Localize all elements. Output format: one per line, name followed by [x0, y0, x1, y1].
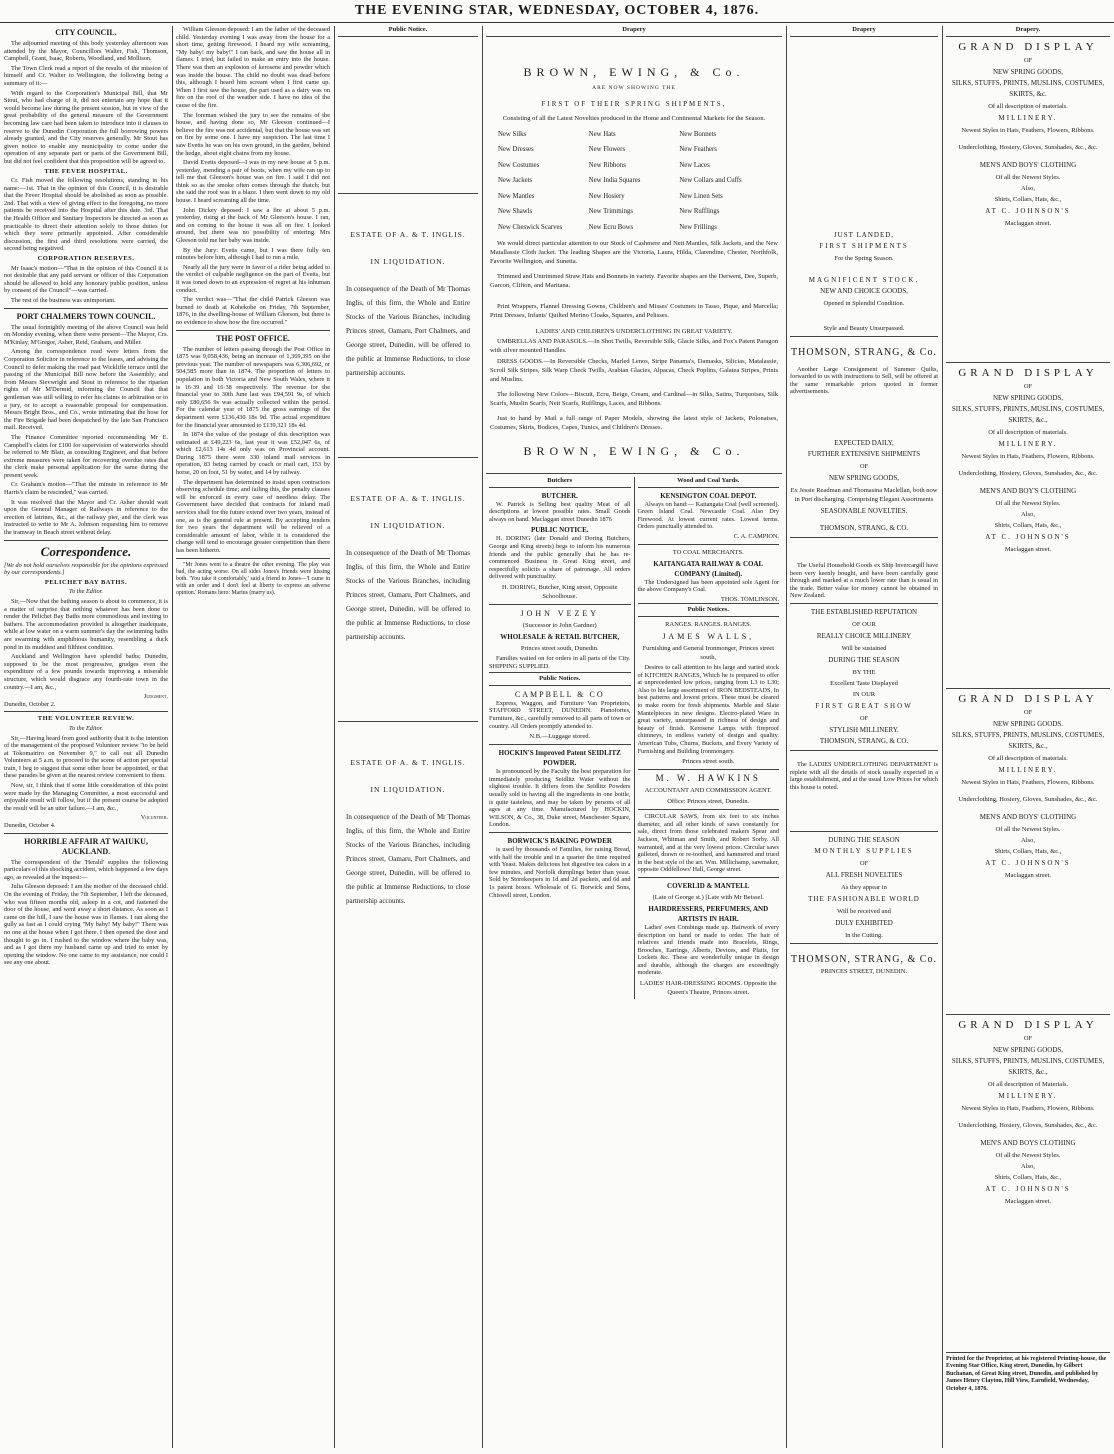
ad-line: Of all the Newest Styles. — [995, 173, 1061, 181]
list-item: New Laces — [679, 161, 710, 169]
signature: C. A. CAMPION. — [733, 533, 779, 541]
ad-title: GRAND DISPLAY — [958, 692, 1098, 705]
notice-body: In consequence of the Death of Mr Thomas Inglis, of this firm, the Whole and Entire Stocks of the Various Branches, including Princes street, Oamaru, Port Chalmers, and George street, Dunedin, will be offered to the public at Immense Reductions, to close partnership accounts. — [346, 548, 470, 641]
ad-line: DURING THE SEASON — [828, 655, 900, 664]
notice-title: ESTATE OF A. & T. INGLIS. — [350, 757, 466, 767]
column-rule — [786, 26, 787, 1448]
divider — [790, 831, 938, 832]
notice-subtitle: IN LIQUIDATION. — [370, 521, 446, 531]
firm-name: THOMSON, STRANG, & Co. — [791, 954, 937, 966]
ad-line: Will be sustained — [841, 644, 887, 652]
ad-line: OF — [1023, 56, 1033, 64]
ad-line: Of all description of materials. — [988, 754, 1068, 762]
ad-trade: WHOLESALE & RETAIL BUTCHER, — [500, 633, 620, 642]
paragraph: The correspondent of the 'Herald' supplies the following particulars of this shocking accident, which happened a few days ago, as revealed at the inquest:— — [4, 858, 168, 881]
list-item: New Rufflings — [679, 208, 720, 216]
signature: THOS. TOMLINSON. — [720, 595, 779, 603]
ad-line: FIRST SHIPMENTS — [819, 241, 909, 250]
paragraph: David Evetts deposed—I was in my new house at 5 p.m. yesterday, mending a pair of boots, when my wife ran up to tell me that Gleeson's house was on fire. I said I did not think so as the smoke often comes through the thatch; but she said the roof was in a blaze. I then went down to my old house. I heard screaming all the time. — [176, 159, 330, 205]
paragraph: Is pronounced by the Faculty the best preparation for immediately producing Seidlitz Water without the slightest trouble. It differs from the Seidlitz Powders usually sold in having all the ingredients in one bottle, is quite tasteless, and may be taken by persons of all ages at any time. Manufactured by HOCKIN, WILSON, & Co., 38, Duke street, Manchester Square, London. — [489, 768, 631, 829]
to-editor: To the Editor. — [69, 724, 103, 732]
column-public-notice — [338, 26, 478, 1448]
items-list — [498, 127, 770, 236]
divider — [338, 193, 478, 194]
paragraph: Among the correspondence read were letters from the Corporation Solicitor in reference to the leases, and advising the Council to defer making the road past Wickliffe terrace until the passing of the Municipal Bill now before the Assembly; and from Messrs Sievwright and Stout in reference to the riparian rights of Mr M'Dermid, informing the Council that that gentleman was still willing to refer his claims to arbitration or to a jury, or to accept a reasonable proposal for compensation. Messrs Bright Bros., and Co., wrote intimating that the hose for the Fire Brigade had been despatched by the late San Francisco mail. Received. — [4, 348, 168, 432]
heading-volunteer: THE VOLUNTEER REVIEW. — [37, 715, 135, 723]
ad-line: Style and Beauty Unsurpassed. — [823, 324, 905, 332]
firm-name: THOMSON, STRANG, & CO. — [819, 523, 909, 532]
ad-line: OF — [1023, 708, 1033, 716]
paragraph: Print Wrappers, Flannel Dressing Gowns, Children's and Misses' Costumes in Tasso, Pique, and Marcella; Print Dresses, Infants' Quilted Merino Cloaks, Squares, and Pelisses. — [490, 303, 778, 320]
paragraph: Cr. Fish moved the following resolutions, standing in his name:—1st. That in the opinion of this Council, it is desirable that the Fever Hospital should be abolished as soon as possible. 2nd. That with a view of giving effect to the foregoing, no more patients be received into the Hospital after this date. 3rd. That the Health Officer and Sanitary Inspectors be directed as soon as practicable to direct their attention solely to those duties for which they were primarily appointed. After considerable discussion, the first and third resolutions were carried, the second being negatived. — [4, 177, 168, 253]
ad-line: MILLINERY. — [998, 439, 1058, 448]
divider — [4, 833, 168, 834]
ad-line: Opened in Splendid Condition. — [823, 299, 905, 307]
ad-line: AT C. JOHNSON'S — [985, 532, 1071, 541]
ad-line: OF — [859, 714, 869, 722]
butchers-column — [486, 477, 635, 999]
ad-line: FURTHER EXTENSIVE SHIPMENTS — [807, 449, 921, 458]
divider — [489, 832, 631, 833]
ad-subtitle: (Successor to John Gardner) — [522, 622, 597, 630]
heading-port-chalmers: PORT CHALMERS TOWN COUNCIL. — [16, 311, 156, 321]
divider — [638, 877, 780, 878]
footnote: "Mr Jones went to a theatre the other evening. The play was bad, the acting worse. On all sides Jones's friends were hissing both. 'You take it comfortably,' said a friend to Jones—'I came in with an order and I don't feel at liberty to express an adverse opinion.' Romans hero: Marius (marry us). — [176, 561, 330, 596]
ad-line: MEN'S AND BOYS' CLOTHING — [979, 812, 1077, 821]
notice-inglis-1 — [338, 197, 478, 384]
heading-pelichet: PELICHET BAY BATHS. — [44, 578, 128, 586]
divider — [338, 721, 478, 722]
signature: H. DORING, Butcher, King street, Opposite Schoolhouse. — [502, 584, 618, 601]
ad-brown-ewing — [486, 40, 782, 471]
ad-line: EXPECTED DAILY, — [834, 438, 894, 447]
column-drapery-brown-ewing — [486, 26, 782, 1448]
editor-note: [We do not hold ourselves responsible for the opinions expressed by our correspondents.] — [4, 561, 168, 577]
divider — [790, 537, 938, 538]
paragraph: The foreman wished the jury to see the remains of the house, and having done so, Mr Gleeson continued—I believe the fire was not accidental, but that the house was set on fire by some one. I have my suspicion. The last time I saw Evetts he was on his own ground, in the garden, behind the hedge, about eight chains from my house. — [176, 111, 330, 157]
divider — [638, 769, 780, 770]
list-item: New Cheswick Scarves — [498, 223, 563, 231]
list-item: New Linen Sets — [679, 192, 723, 200]
blank-space — [338, 40, 478, 190]
signature: N.B.—Luggage stored. — [529, 733, 591, 741]
to-editor: To the Editor. — [69, 588, 103, 596]
ad-line: MEN'S AND BOYS' CLOTHING — [979, 160, 1077, 169]
ad-line: NEW SPRING GOODS, — [992, 67, 1064, 76]
paragraph: John Dickey deposed: I saw a fire at about 5 p.m. yesterday, rising at the back of Mr Gleeson's house. I ran, and on coming to the house it was all on fire. I looked around, but there was no possibility of entering. Mrs Gleeson told me her baby was inside. — [176, 206, 330, 245]
ad-line: SILKS, STUFFS, PRINTS, MUSLINS, COSTUMES, SKIRTS, &c., — [951, 404, 1105, 424]
divider — [638, 809, 780, 810]
ad-line: Maclaggan street. — [1004, 1197, 1052, 1205]
first-of: FIRST OF THEIR SPRING SHIPMENTS, — [541, 99, 727, 108]
section-heading: Wood and Coal Yards. — [638, 477, 780, 488]
ad-line: For the Spring Season. — [834, 254, 894, 262]
divider — [790, 336, 938, 337]
paragraph: Trimmed and Untrimmed Straw Hats and Bonnets in variety. Favorite shapes are the Derwent, Dee, Superb, Garcon, Clifton, and Maritana. — [490, 273, 778, 290]
ad-line: IN OUR — [852, 690, 876, 698]
paragraph: Mr Isaac's motion—"That in the opinion of this Council it is not desirable that any paid servant or officer of this Corporation should be allowed to hold any honorary public position, unless by consent of the Council"—was carried. — [4, 264, 168, 295]
divider — [946, 688, 1110, 689]
ad-address: LADIES' HAIR-DRESSING ROOMS. Opposite the Queen's Theatre, Princes street. — [639, 980, 777, 997]
column-rule — [482, 26, 483, 1448]
paragraph: The rest of the business was unimportant. — [11, 297, 116, 304]
list-item: New Feathers — [679, 146, 717, 154]
ad-grand-display — [946, 41, 1110, 359]
paragraph: The adjourned meeting of this body yesterday afternoon was attended by the Mayor, Councillors Walter, Fish, Thomson, Campbell, Grant, Isaac, Roberts, Woodland, and Mollison. — [4, 40, 168, 63]
ad-line: Also, — [1021, 184, 1035, 192]
lower-ads — [486, 477, 782, 999]
ad-line: Will be received and — [837, 908, 891, 916]
ad-grand-display — [946, 693, 1110, 1011]
section-heading: Drapery. — [946, 26, 1110, 37]
column-rule — [942, 26, 943, 1448]
ad-line: SILKS, STUFFS, PRINTS, MUSLINS, COSTUMES, SKIRTS, &c., — [951, 730, 1105, 750]
notice-title: ESTATE OF A. & T. INGLIS. — [350, 493, 466, 503]
ad-line: AT C. JOHNSON'S — [985, 206, 1071, 215]
list-item: New Jackets — [498, 177, 533, 185]
ad-line: Underclothing, Hosiery, Gloves, Sunshades, &c., &c. — [958, 795, 1098, 803]
ad-line: Maclaggan street. — [1004, 871, 1052, 879]
divider — [4, 711, 168, 712]
paragraph: Auckland and Wellington have splendid baths; Dunedin, supposed to be the most progressive, grudges even the expenditure of a few pounds towards improving a miserable structure, which would disgrace any fourth-rate town in the country.—I am, &c., — [4, 653, 168, 691]
heading-city-council: CITY COUNCIL. — [55, 28, 117, 37]
ad-subtitle: Furnishing and General Ironmonger, Princes street south, — [642, 645, 774, 662]
paragraph: Always on hand:— Kaitangata Coal (well screened). Green Island Coal. Newcastle Coal. Also Dry Firewood. At lowest current rates. Lowest terms. Orders punctually attended to. — [637, 500, 779, 531]
column-drapery-thomson-strang — [790, 26, 938, 1448]
list-item: New Dresses — [498, 146, 534, 154]
coal-column — [635, 477, 783, 999]
divider — [338, 457, 478, 458]
ad-address: Princes street south. — [682, 758, 735, 766]
divider — [638, 544, 780, 545]
ad-title: GRAND DISPLAY — [958, 40, 1098, 53]
ad-line: In the Cutting. — [845, 932, 883, 940]
ad-line: NEW SPRING GOODS, — [828, 473, 900, 482]
ad-line: MONTHLY SUPPLIES — [814, 847, 914, 856]
ad-title: HOCKIN'S Improved Patent SEIDLITZ POWDER. — [498, 749, 621, 768]
paragraph: In 1874 the value of the postage of this description was estimated at £49,223 6s, last year it was £52,047 6s, of which £2,613 14s 4d only was on Provincial account. During 1875 there were 330 inland mail services in operation, 83 being carried by coach or mail cart, 153 by horse, 20 on foot, 51 by water, and 14 by railway. — [176, 431, 330, 477]
ad-line: Newest Styles in Hats, Feathers, Flowers, Ribbons. — [961, 1104, 1095, 1112]
paragraph: We would direct particular attention to our Stock of Cashmere and Nett Mantles, Silk Jackets, and the New Matallassie Cloth Jacket. The leading Shapes are the Victoria, Laura, Hilda, Clarendine, Chester, Northfolk, Favorite Wellington, and Sunetta. — [490, 240, 778, 266]
ad-title: GRAND DISPLAY — [958, 1018, 1098, 1031]
list-item: New Bonnets — [679, 130, 717, 138]
section-heading: Butchers — [489, 477, 631, 488]
ad-address: PRINCES STREET, DUNEDIN. — [820, 968, 908, 976]
firm-name: THOMSON, STRANG, & Co. — [791, 346, 937, 358]
divider — [946, 1352, 1110, 1353]
showing: ARE NOW SHOWING THE — [592, 84, 676, 91]
divider — [790, 943, 938, 944]
divider — [4, 540, 168, 541]
ad-line: Excellent Taste Displayed — [830, 679, 898, 687]
list-item: New Mantles — [498, 192, 535, 200]
subheading: CORPORATION RESERVES. — [37, 255, 135, 263]
ad-line: MILLINERY. — [998, 113, 1058, 122]
paragraph: H. DORING (late Donald and Doring Butchers, George and King streets) begs to inform his numerous friends and the public generally that he has re-commenced Business in Great King street, and respectfully solicits a share of patronage. All orders delivered with punctuality. — [489, 535, 631, 581]
ad-line: SILKS, STUFFS, PRINTS, MUSLINS, COSTUMES, SKIRTS, &c. — [951, 78, 1105, 98]
paragraph: Desires to call attention to his large and varied stock of KITCHEN RANGES, Which he is prepared to offer at unprecedented low prices, ranging from L3 to L30; Also to his large assortment of IRON BEDSTEADS, In best patterns and lowest prices. These must be cleared to make room for fresh shipments. Marble and Slate Mantelpieces in new designs. Electro-plated Ware in great variety, unsurpassed in richness of design and beauty of finish. Kerosene Lamps with fireproof chimneys, in endless variety of design and quality. American Tubs, Churns, Buckets, and Every Variety of Furnishing and Building Ironmongery. — [637, 664, 779, 755]
section-heading: Drapery — [486, 26, 782, 37]
masthead: THE EVENING STAR, WEDNESDAY, OCTOBER 4, 1876. — [0, 0, 1114, 23]
list-item: New Silks — [498, 130, 527, 138]
divider — [946, 1014, 1110, 1015]
heading-post-office: THE POST OFFICE. — [216, 333, 290, 343]
paragraph: UMBRELLAS AND PARASOLS.—In Shot Twills, Reversible Silk, Glacie Silks, and Fox's Patent Paragon with silver mounted Handles. — [490, 338, 778, 355]
ad-title: GRAND DISPLAY — [958, 366, 1098, 379]
firm-name: THOMSON, STRANG, & CO. — [819, 736, 909, 745]
ad-line: Of all the Newest Styles. — [995, 825, 1061, 833]
divider — [946, 362, 1110, 363]
ad-title: CAMPBELL & CO — [514, 689, 605, 699]
paragraph: The following New Colors—Biscuit, Ecru, Beige, Cream, and Cardinal—in Silks, Satins, Turquoises, Silk Scarfs, Muslin Scarfs, Nett Scarfs, Rufflings, Laces, and Ribbons. — [490, 391, 778, 408]
ad-title: KENSINGTON COAL DEPOT. — [660, 491, 757, 500]
paragraph: Julia Gleeson deposed: I am the mother of the deceased child. On the evening of Friday, the 7th September, I left the deceased, who was fifteen months old, asleep in a cot, and fastened the door of the house, and went away a short distance. As soon as I came on the hill, I saw the house was in flames. I ran along the gully as fast as I could crying "My baby! My baby!" There was no one at the house when I got there. I then opened the door and thought to go in. I rushed to the window where the baby was, and as I got there my husband came up and tried to enter by opening the window. No one came to my assistance, nor could I see any one about. — [4, 883, 168, 967]
ad-trade: HAIRDRESSERS, PERFUMERS, AND ARTISTS IN HAIR. — [648, 904, 769, 923]
ad-line: Shirts, Collars, Hats, &c., — [994, 1173, 1062, 1181]
dateline: Dunedin, October 4. — [4, 822, 56, 830]
ladies-heading: LADIES' AND CHILDREN'S UNDERCLOTHING IN GREAT VARIETY. — [535, 328, 733, 336]
ad-line: Also, — [1021, 1162, 1035, 1170]
ad-line: THE FASHIONABLE WORLD — [808, 895, 920, 904]
heading-horrible-affair: HORRIBLE AFFAIR AT WAIUKU, AUCKLAND. — [24, 836, 148, 856]
paragraph: Just to hand by Mail a full range of Paper Models, showing the latest style of Jackets, Polonaises, Costumes, Skirts, Bodices, Capes, Tunics, and Children's Dresses. — [490, 415, 778, 432]
ad-line: STYLISH MILLINERY. — [829, 725, 899, 734]
ad-line: MEN'S AND BOY'S CLOTHING — [979, 486, 1077, 495]
column-rule — [172, 26, 173, 1448]
column-rule — [334, 26, 335, 1448]
ad-line: Ex Jessie Readman and Thomasina Maclellan, both now in Port discharging. Comprising Elegant Assortments — [790, 486, 938, 503]
paragraph: Families waited on for orders in all parts of the City. SHIPPING SUPPLIED. — [489, 655, 631, 670]
list-item: New Hosiery — [588, 192, 625, 200]
signature: Volunteer. — [140, 814, 168, 822]
ad-line: BY THE — [852, 668, 876, 676]
list-item: New Collars and Cuffs — [679, 177, 742, 185]
ad-line: Newest Styles in Hats, Feathers, Flowers, Ribbons. — [961, 452, 1095, 460]
ad-line: Underclothing, Hosiery, Gloves, Sunshades, &c., &c. — [958, 469, 1098, 477]
ad-line: AT C. JOHNSON'S — [985, 858, 1071, 867]
paragraph: is used by thousands of Families, for raising Bread, with half the trouble and in a quarter the time required with Yeast. Makes delicious hot digestive tea cakes in a few minutes, and Norfolk dumplings better than yeast. Sold by Storekeepers in 1d and 2d packets, and 6d and 1s patent boxes. Wholesale of G. Borwick and Sons, Chiswell street, London. — [489, 845, 631, 899]
ad-title: BUTCHER. — [541, 491, 578, 500]
ad-line: OF — [1023, 1034, 1033, 1042]
paragraph: The Undersigned has been appointed sole Agent for the above Company's Coal. — [637, 578, 779, 594]
paragraph: W. Patrick is Selling best quality Meat of all descriptions at lowest possible rates. Small Goods always on hand. Maclaggan street Dunedin 1876 — [489, 500, 631, 523]
paragraph: CIRCULAR SAWS, from six feet to six inches diameter, and all other kinds of saws constantly for sale, direct from those celebrated makers Spear and Jackson, Whitman and Smith, and Robert Sorby. All warranted, and at the very lowest prices. Circular saws gulleted, drawn or re-toothed, and hammered and trued in the best style of the art. Wm. Millichamp, sawmaker, opposite Oddfellows' Hall, George street. — [637, 813, 779, 874]
divider — [489, 604, 631, 605]
paragraph: The number of letters passing through the Post Office in 1875 was 9,058,436, being an increase of 1,369,395 on the previous year. The number of newspapers was 6,306,692, or 504,585 more than in 1874. The proportion of letters to population in both Victoria and New South Wales, where it is 16·39 and 16·38 respectively. The revenue for the financial year to 30th June last was £94,591 9s, of which only £80,656 9s was actually collected within the period. For the calendar year of 1875 the gross earnings of the department were £136,430 18s 9d. The actual expenditure for the financial year amounted to £139,321 18s 4d. — [176, 345, 330, 429]
ad-subtitle: RANGES. RANGES. RANGES. — [665, 621, 752, 629]
ad-line: Newest Styles in Hats, Feathers, Flowers, Ribbons. — [961, 126, 1095, 134]
consisting: Consisting of all the Latest Novelties produced in the Home and Continental Markets for the Season. — [502, 114, 766, 122]
notice-body: In consequence of the Death of Mr Thomas Inglis, of this firm, the Whole and Entire Stocks of the Various Branches, including Princes street, Oamaru, Port Chalmers, and George street, Dunedin, will be offered to the public at Immense Reductions, to close partnership accounts. — [346, 284, 470, 377]
paragraph: The Finance Committee reported recommending Mr E. Campbell's claim for £100 for supervision of waterworks should be referred to Mr Blair, as consulting Engineer, and that before extreme measures were taken for recovering overdue rates that the clerk make personal application for the same during the present week. — [4, 433, 168, 479]
ad-line: Underclothing, Hosiery, Gloves, Sunshades, &c., &c. — [958, 1121, 1098, 1129]
paragraph: With regard to the Corporation's Municipal Bill, that Mr Stout, who had charge of it, did not entertain any hope that it would become law during the present session, but in view of the great probability of the general measure of the Government becoming law care had been taken to introduce into it clauses to reserve to the Dunedin Corporation the full borrowing powers already granted, and the City reserves generally. Mr Stout has given notice to enable any municipality to come under the operation of any separate part or parts of the Government Bill, but did not feel confident that this proposition will be agreed to. — [4, 89, 168, 165]
divider — [176, 558, 330, 559]
column-news-2 — [176, 26, 330, 1448]
printer-imprint: Printed for the Proprietor, at his registered Printing-house, the Evening Star Office, King street, Dunedin, by Gilbert Buchanan, of Great King street, Dunedin, and published by James Henry Clayton, Hill View, Earnfield, Wednesday, October 4, 1876. — [946, 1355, 1107, 1392]
divider — [176, 330, 330, 331]
ad-line: Also, — [1021, 510, 1035, 518]
ad-title: PUBLIC NOTICE. — [530, 526, 589, 535]
column-news-1 — [4, 26, 168, 1448]
ad-title: M. W. HAWKINS — [655, 773, 761, 784]
firm-name: BROWN, EWING, & Co. — [523, 64, 745, 79]
firm-name: BROWN, EWING, & Co. — [523, 444, 745, 459]
notice-subtitle: IN LIQUIDATION. — [370, 785, 446, 795]
paragraph: Nearly all the jury were in favor of a rider being added to the verdict of culpable negligence on the part of Evetts, but it was toned down to an expression of regret at his inhuman conduct. — [176, 263, 330, 294]
ad-line: ALL FRESH NOVELTIES — [825, 871, 903, 880]
ad-line: FIRST GREAT SHOW — [815, 701, 913, 710]
signature: Judgment. — [143, 693, 168, 701]
ad-line: NEW AND CHOICE GOODS, — [820, 286, 908, 295]
paragraph: By the Jury: Evetts came, but I was there fully ten minutes before him, although I had to run a mile. — [176, 246, 330, 262]
paragraph: Express, Waggon, and Furniture Van Proprietors, STAFFORD STREET, DUNEDIN. Pianofortes, Furniture, &c., carefully removed to all parts of town or country. All Orders promptly attended to. — [489, 699, 631, 730]
paragraph: Cr. Graham's motion—"That the minute in reference to Mr Harris's claim be rescinded," was carried. — [4, 481, 168, 497]
ad-subtitle: ACCOUNTANT AND COMMISSION AGENT. — [644, 787, 772, 795]
ad-line: SEASONABLE NOVELTIES. — [820, 506, 908, 515]
list-item: New Ribbons — [588, 161, 626, 169]
paragraph: Sir,—Now that the bathing season is about to commence, it is a matter of surprise that nothing whatever has been done to render the Pelichet Bay Baths more commodious and inviting to bathers. The accommodation provided is altogether inadequate, while at low water on a warm summer's day the swimming baths are swarming with amphibious humanity, resembling a duck pond in its muddiest and filthiest condition. — [4, 598, 168, 651]
notice-body: In consequence of the Death of Mr Thomas Inglis, of this firm, the Whole and Entire Stocks of the Various Branches, including Princes street, Oamaru, Port Chalmers, and George street, Dunedin, will be offered to the public at Immense Reductions, to close partnership accounts. — [346, 812, 470, 905]
ad-line: Of all description of materials. — [988, 102, 1068, 110]
ad-line: Of all the Newest Styles. — [995, 499, 1061, 507]
ad-line: DULY EXHIBITED — [835, 919, 893, 928]
list-item: New Frillings — [679, 223, 717, 231]
ad-line: OF — [1023, 382, 1033, 390]
paragraph: The verdict was—"That the child Patrick Gleeson was burned to death at Kohekohe on Friday, 7th September, 1876, in the dwelling-house of William Gleeson, but there is no evidence to show how the fire occurred." — [176, 296, 330, 326]
divider — [790, 603, 938, 604]
paragraph: Now, sir, I think that if some little consideration of this point were made by the Managing Committee, a most successful and enjoyable result will follow, but if the present course be adopted the result will be an utter failure.—I am, &c., — [4, 782, 168, 812]
ad-line: NEW SPRING GOODS, — [992, 393, 1064, 402]
ad-title: JAMES WALLS, — [662, 632, 755, 642]
ad-line: OF — [859, 462, 869, 470]
list-item: New Hats — [588, 130, 616, 138]
paragraph: The Useful Household Goods ex Ship Invercargill have been very keenly bought, and have been carefully gone through and marked at a much lower rate than is usual in the trade. Better value for money cannot be obtained in New Zealand. — [790, 561, 938, 600]
ad-line: NEW SPRING GOODS, — [992, 1045, 1064, 1054]
list-item: New Costumes — [498, 161, 540, 169]
paragraph: It was resolved that the Mayor and Cr. Asher should wait upon the General Manager of Railways in reference to the erection of latrines, &c., at the railway pier, and the clerk was instructed to write to Mr A. Johnson requesting him to remove the tramway in Beach street without delay. — [4, 498, 168, 537]
ad-line: Newest Styles in Hats, Feathers, Flowers, Ribbons. — [961, 778, 1095, 786]
ad-line: Shirts, Collars, Hats, &c., — [994, 847, 1062, 855]
ad-line: As they appear in — [841, 884, 887, 892]
ad-subtitle: TO COAL MERCHANTS. — [672, 548, 744, 556]
divider — [790, 750, 938, 751]
ad-line: MILLINERY. — [998, 765, 1058, 774]
ad-line: OF OUR — [852, 620, 876, 628]
divider — [489, 744, 631, 745]
ad-line: MAGNIFICENT STOCK, — [808, 275, 920, 284]
ad-line: DURING THE SEASON — [828, 836, 900, 845]
list-item: New Trimmings — [588, 208, 634, 216]
heading-correspondence: Correspondence. — [40, 543, 132, 559]
ad-line: Maclaggan street. — [1004, 219, 1052, 227]
ad-title: COVERLID & MANTELL — [667, 881, 750, 890]
paragraph: Sir,—Having heard from good authority that it is the intention of the management of the proposed Volunteer review "to be held at Tokomairiro on November 9," to call out all Dunedin Volunteers at 5 a.m. to proceed to the scene of action per special train, I beg to suggest that some other hour be appointed, or that these parades be given at the nearest review convenient to them. — [4, 734, 168, 780]
ad-address: Princes street south, Dunedin. — [520, 645, 599, 653]
section-heading: Drapery — [790, 26, 938, 37]
ad-line: MEN'S AND BOYS CLOTHING — [980, 1138, 1076, 1147]
ad-title: JOHN VEZEY — [520, 609, 599, 619]
section-heading: Public Notices. — [489, 672, 631, 686]
ad-subtitle: (Late of George st.) [Late with Mr Beissel. — [652, 893, 764, 901]
ad-line: Shirts, Collars, Hats, &c., — [994, 521, 1062, 529]
ad-address: Office: Princes street, Dunedin. — [667, 798, 750, 806]
ad-line: JUST LANDED, — [833, 230, 895, 239]
ad-title: KAITANGATA RAILWAY & COAL COMPANY (Limited). — [653, 559, 764, 578]
ad-grand-display — [946, 367, 1110, 685]
paragraph: DRESS GOODS.—In Reversible Checks, Marled Lenos, Stripe Panama's, Damasks, Silicias, Matalassie, Scroll Silk Stripes, Silk Warp Check Twills, Arabian Glacies, Alpacas, Check Poplins, Galatea Stripes, Prints and Muslins. — [490, 358, 778, 384]
list-item: New India Squares — [588, 177, 641, 185]
subheading: THE FEVER HOSPITAL. — [44, 167, 128, 175]
list-item: New Shawls — [498, 208, 533, 216]
paragraph: Ladies' own Combings made up. Hairwork of every description on hand or made to order. The hair of relatives and friends made into Bracelets, Rings, Brooches, Earrings, Alberts, Devices, and Plaits, for Lockets &c. These are wonderfully unique in design and durable, although the charges are exceedingly moderate. — [637, 923, 779, 977]
divider — [4, 308, 168, 309]
ad-title: BORWICK'S BAKING POWDER — [507, 836, 612, 845]
notice-inglis-2 — [338, 461, 478, 648]
paragraph: The usual fortnightly meeting of the above Council was held on Monday evening, when there were present—The Mayor, Crs. M'Kinlay, M'Gregor, Asher, Reid, Graham, and Miller. — [4, 323, 168, 346]
dateline: Dunedin, October 2. — [4, 700, 56, 708]
notice-title: ESTATE OF A. & T. INGLIS. — [350, 229, 466, 239]
divider — [486, 473, 782, 474]
list-item: New Flowers — [588, 146, 626, 154]
ad-line: THE ESTABLISHED REPUTATION — [810, 607, 918, 616]
ad-line: SILKS, STUFFS, PRINTS, MUSLINS, COSTUMES, SKIRTS, &c., — [951, 1056, 1105, 1076]
paragraph: The LADIES UNDERCLOTHING DEPARTMENT is replete with all the details of stock usually expected in a large establishment, and at the usual Low Prices for which this house is noted. — [790, 760, 938, 791]
paragraph: William Gleeson deposed: I am the father of the deceased child. Yesterday evening I was away from the house for a short time, getting firewood. I heard my wife screaming, "My baby! my baby!" I ran back, and saw the house all in flames. I tried, but failed to make an entry into the house. There was then an explosion of kerosene and powder which was inside the house. The child no doubt was dead before this, although I heard him scream when I first came up. When I first saw the house, the part used as a dairy was on fire on the roof of the weather side. I have no idea of the cause of the fire. — [176, 26, 330, 109]
ad-line: NEW SPRING GOODS. — [992, 719, 1064, 728]
ad-line: Of all description of materials. — [988, 428, 1068, 436]
column-drapery-johnson — [946, 26, 1110, 1448]
ad-line: Also, — [1021, 836, 1035, 844]
ad-line: Of all description of Materials. — [987, 1080, 1069, 1088]
ad-line: Underclothing, Hosiery, Gloves, Sunshades, &c., &c. — [958, 143, 1098, 151]
ad-line: Shirts, Collars, Hats, &c., — [994, 195, 1062, 203]
ad-line: AT C. JOHNSON'S — [985, 1184, 1071, 1193]
paragraph: Another Large Consignment of Summer Quilts, forwarded to us with instructions to Sell, will be offered at the same remarkable prices quoted in former advertisements. — [790, 365, 938, 396]
notice-subtitle: IN LIQUIDATION. — [370, 257, 446, 267]
notice-inglis-3 — [338, 725, 478, 912]
ad-line: OF — [859, 860, 869, 868]
ad-grand-display — [946, 1019, 1110, 1349]
section-heading: Public Notice. — [338, 26, 478, 37]
paragraph: The Town Clerk read a report of the results of the mission of himself and Cr. Walter to Wellington, the following being a summary of it:— — [4, 64, 168, 87]
ad-line: Of all the Newest Styles. — [995, 1151, 1061, 1159]
ad-line: REALLY CHOICE MILLINERY — [816, 631, 912, 640]
paragraph: The department has determined to insist upon contractors observing schedule time; and failing this, the penalty clauses will be enforced in every case of needless delay. The Government have decided that contracts for inland mail services shall for the future extend over two years, instead of one, as is the general rule at present. By accepting tenders for two years the department will be relieved of a considerable amount of labor, while it is considered the change will tend to encourage greater competition than there has been hitherto. — [176, 478, 330, 554]
section-heading: Public Notices. — [638, 603, 780, 617]
ad-line: Maclaggan street. — [1004, 545, 1052, 553]
list-item: New Ecru Bows — [588, 223, 634, 231]
ad-line: MILLINERY. — [998, 1091, 1058, 1100]
